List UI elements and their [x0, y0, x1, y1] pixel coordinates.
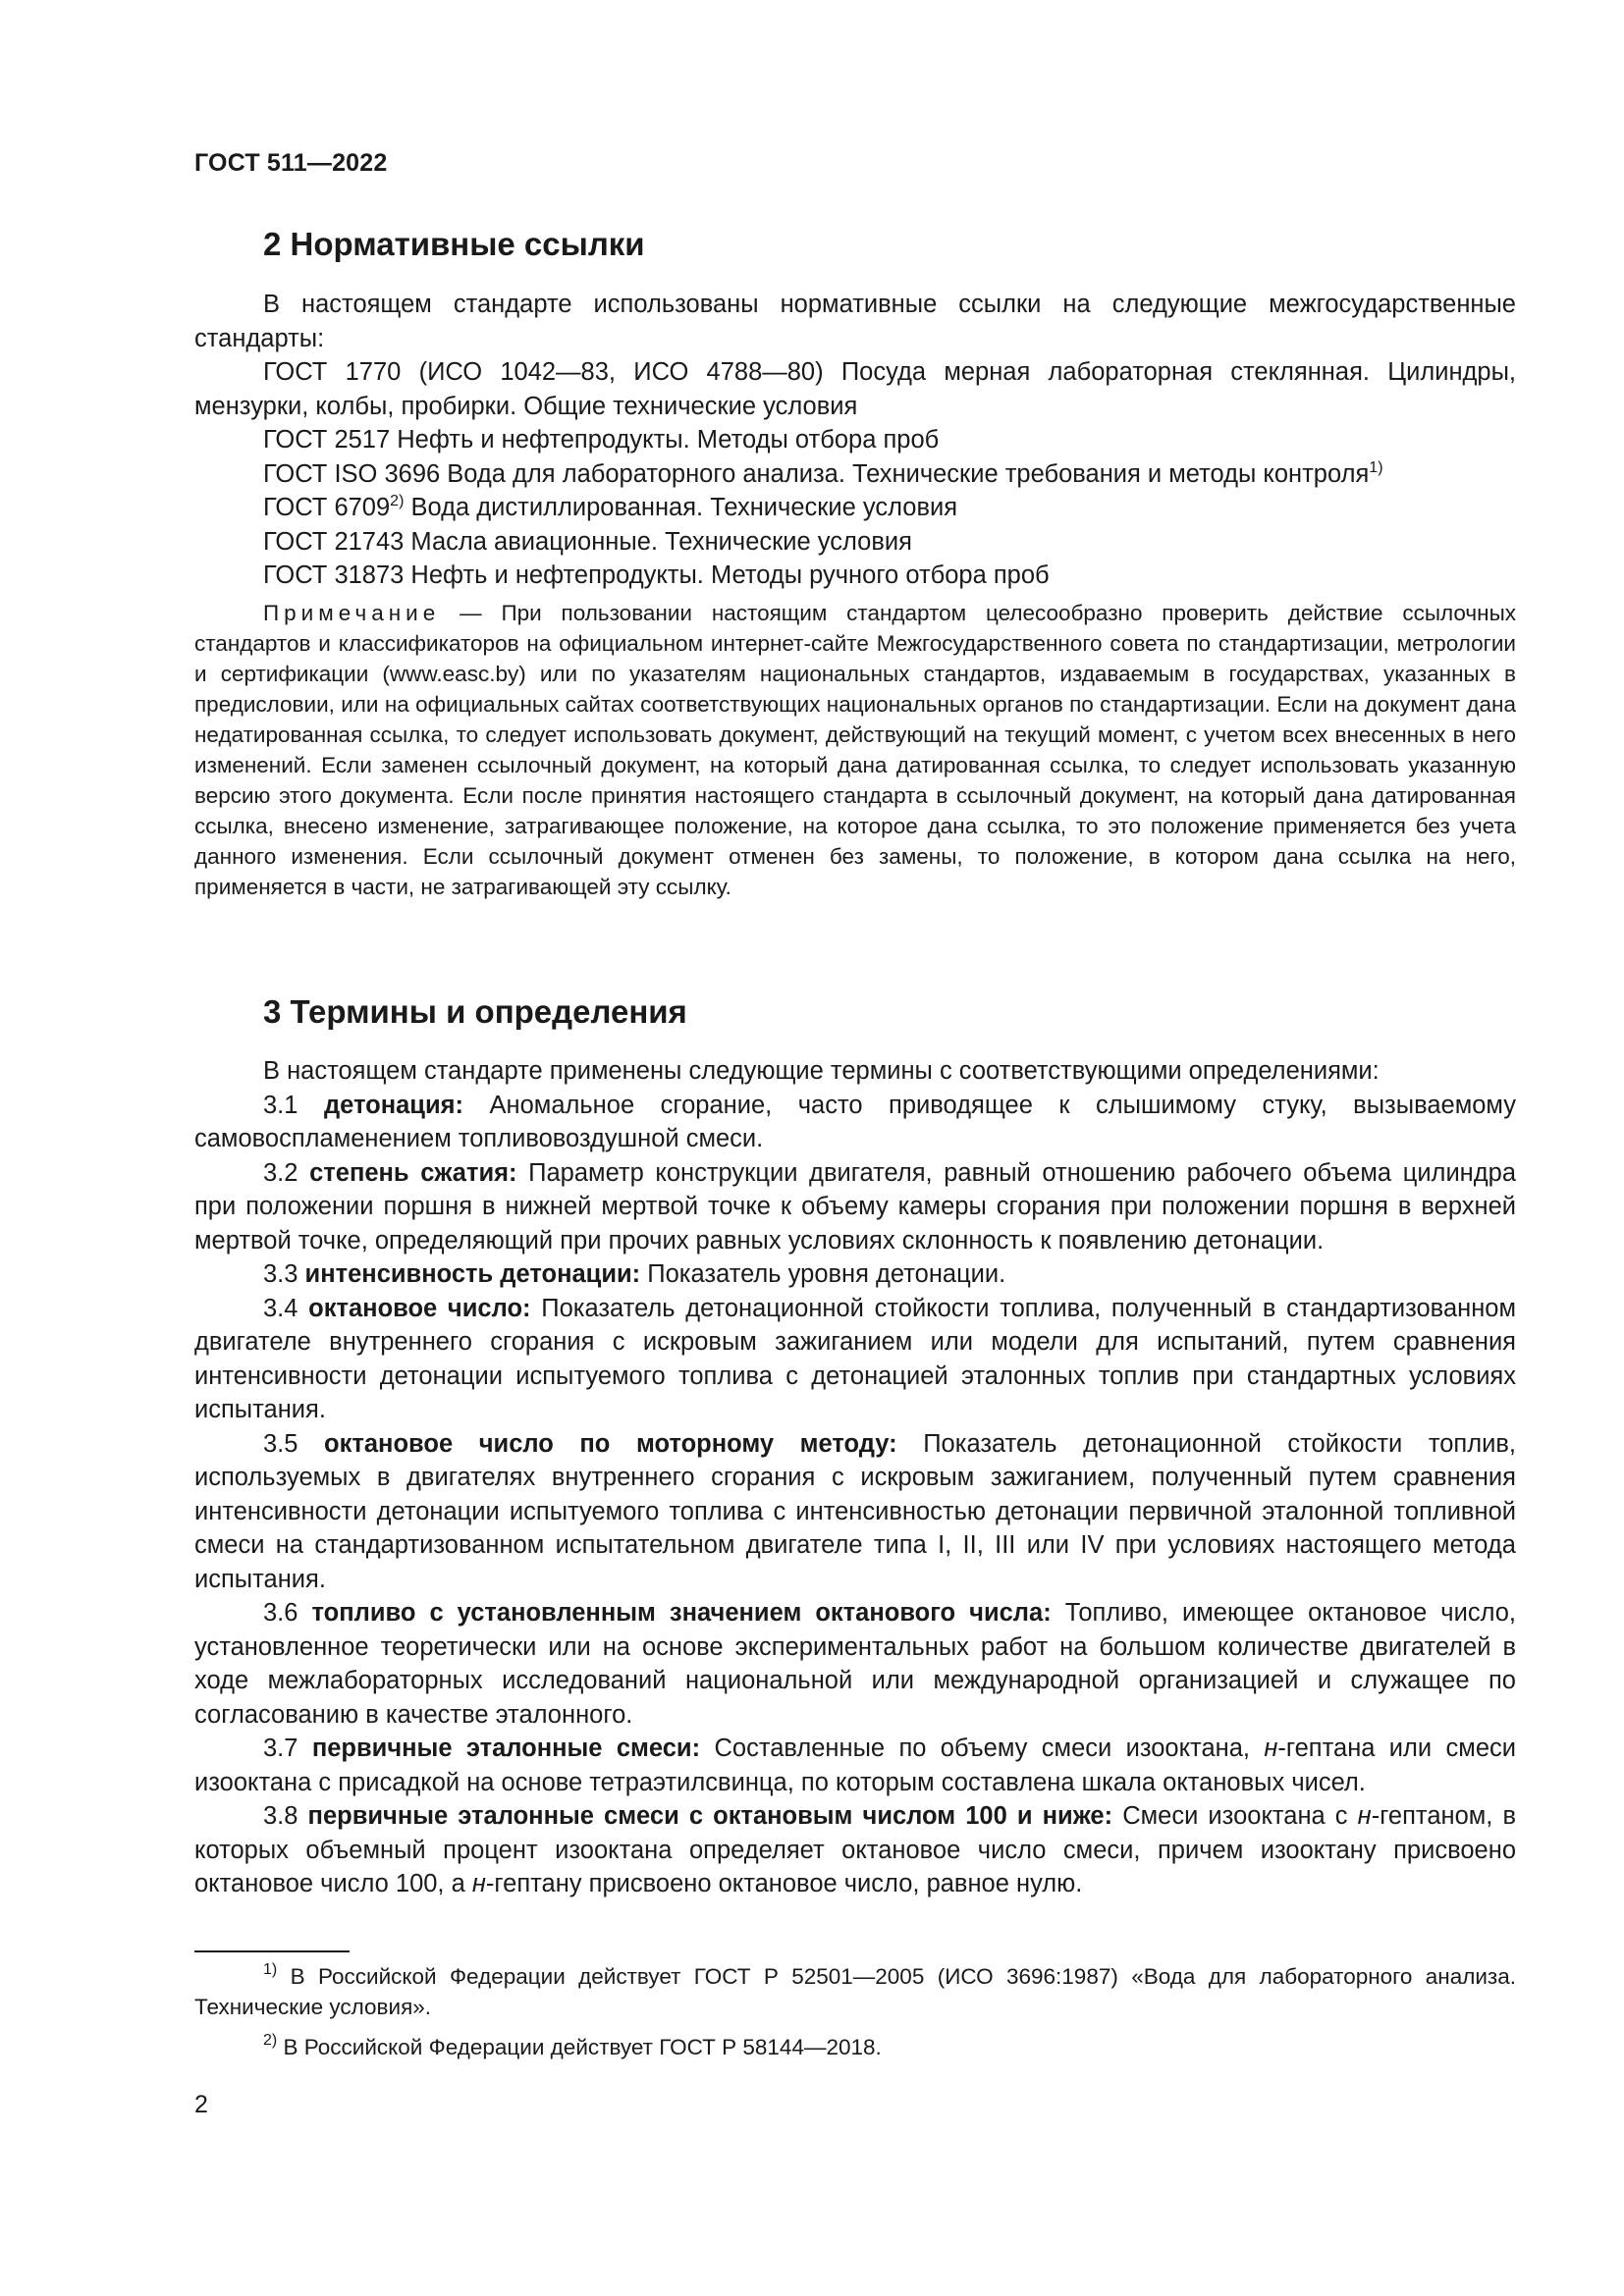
footnote-ref-2: 2)	[390, 493, 405, 509]
term-3-6: 3.6 топливо с установленным значением октанового числа: Топливо, имеющее октановое число, установленное теоретически или на основе экспериментальных работ на большом количестве двигателей в ходе межлабораторных исследований национальной или международной организацией и служащее по согласованию в качестве эталонного.	[194, 1599, 1517, 1729]
term-3-5: 3.5 октановое число по моторному методу: Показатель детонационной стойкости топлив, используемых в двигателях внутреннего сгорания с искровым зажиганием, полученный путем сравнения интенсивности детонации испытуемого топлива с интенсивностью детонации первичной эталонной топливной смеси на стандартизованном испытательном двигателе типа I, II, III или IV при условиях настоящего метода испытания.	[194, 1429, 1516, 1593]
ref-gost-6709: ГОСТ 6709$^{2)}$ Вода дистиллированная. Технические условия	[263, 493, 958, 521]
document-header: ГОСТ 511—2022	[194, 149, 388, 177]
section-2-note	[194, 598, 1516, 902]
term-3-3: 3.3 интенсивность детонации: Показатель уровня детонации.	[263, 1260, 1006, 1288]
ref-gost-31873: ГОСТ 31873 Нефть и нефтепродукты. Методы ручного отбора проб	[263, 561, 1050, 589]
term-3-4: 3.4 октановое число: Показатель детонационной стойкости топлива, полученный в стандартизованном двигателе внутреннего сгорания с искровым зажиганием или модели для испытаний, путем сравнения интенсивности детонации испытуемого топлива с детонацией эталонных топлив при стандартных условиях испытания.	[194, 1294, 1517, 1423]
term-3-2: 3.2 степень сжатия: Параметр конструкции двигателя, равный отношению рабочего объема цилиндра при положении поршня в нижней мертвой точке к объему камеры сгорания при положении поршня в верхней мертвой точке, определяющий при прочих равных условиях склонность к появлению детонации.	[194, 1158, 1517, 1255]
section-3-intro: В настоящем стандарте применены следующие термины с соответствующими определениями:	[263, 1057, 1380, 1085]
ref-gost-2517: ГОСТ 2517 Нефть и нефтепродукты. Методы отбора проб	[263, 426, 940, 454]
section-2-intro: В настоящем стандарте использованы нормативные ссылки на следующие межгосударственные стандарты:	[194, 291, 1516, 352]
footnotes	[194, 1961, 1516, 2072]
term-3-8: 3.8 первичные эталонные смеси с октановым числом 100 и ниже: Смеси изооктана с н-гептаном, в которых объемный процент изооктана определяет октановое число смеси, причем изооктану присвоено октановое число 100, а н-гептану присвоено октановое число, равное нулю.	[194, 1802, 1517, 1897]
footnote-divider	[194, 1950, 350, 1952]
section-2-body	[194, 288, 1516, 593]
note-label: Примечание	[263, 601, 441, 625]
ref-gost-iso-3696: ГОСТ ISO 3696 Вода для лабораторного анализа. Технические требования и методы контроля$^{1)}$	[263, 458, 1383, 488]
note-text: — При пользовании настоящим стандартом целесообразно проверить действие ссылочных стандартов и классификаторов на официальном интернет-сайте Межгосударственного совета по стандартизации, метрологии и сертификации (www.easc.by) или по указателям национальных стандартов, издаваемым в государствах, указанных в предисловии, или на официальных сайтах соответствующих национальных органов по стандартизации. Если на документ дана недатированная ссылка, то следует использовать документ, действующий на текущий момент, с учетом всех внесенных в него изменений. Если заменен ссылочный документ, на который дана датированная ссылка, то следует использовать указанную версию этого документа. Если после принятия настоящего стандарта в ссылочный документ, на который дана датированная ссылка, внесено изменение, затрагивающее положение, на которое дана ссылка, то это положение применяется без учета данного изменения. Если ссылочный документ отменен без замены, то положение, в котором дана ссылка на него, применяется в части, не затрагивающей эту ссылку.	[194, 601, 1516, 899]
page-number: 2	[194, 2091, 208, 2118]
section-3-title: 3 Термины и определения	[263, 993, 687, 1030]
term-3-7: 3.7 первичные эталонные смеси: Составленные по объему смеси изооктана, н-гептана или смеси изооктана с присадкой на основе тетраэтилсвинца, по которым составлена шкала октановых чисел.	[194, 1735, 1516, 1796]
ref-gost-1770: ГОСТ 1770 (ИСО 1042—83, ИСО 4788—80) Посуда мерная лабораторная стеклянная. Цилиндры, мензурки, колбы, пробирки. Общие технические условия	[194, 358, 1516, 420]
footnote-ref-1: 1)	[1369, 458, 1383, 476]
ref-gost-21743: ГОСТ 21743 Масла авиационные. Технические условия	[263, 527, 912, 556]
section-2-title: 2 Нормативные ссылки	[263, 226, 645, 262]
section-3-body	[194, 1054, 1516, 1901]
footnote-2: $^{2)}$ В Российской Федерации действует ГОСТ Р 58144—2018.	[263, 2032, 882, 2059]
footnote-1: $^{1)}$ В Российской Федерации действует ГОСТ Р 52501—2005 (ИСО 3696:1987) «Вода для лабораторного анализа. Технические условия».	[194, 1961, 1516, 2019]
term-3-1: 3.1 детонация: Аномальное сгорание, часто приводящее к слышимому стуку, вызываемому самовоспламенением топливовоздушной смеси.	[194, 1091, 1516, 1152]
